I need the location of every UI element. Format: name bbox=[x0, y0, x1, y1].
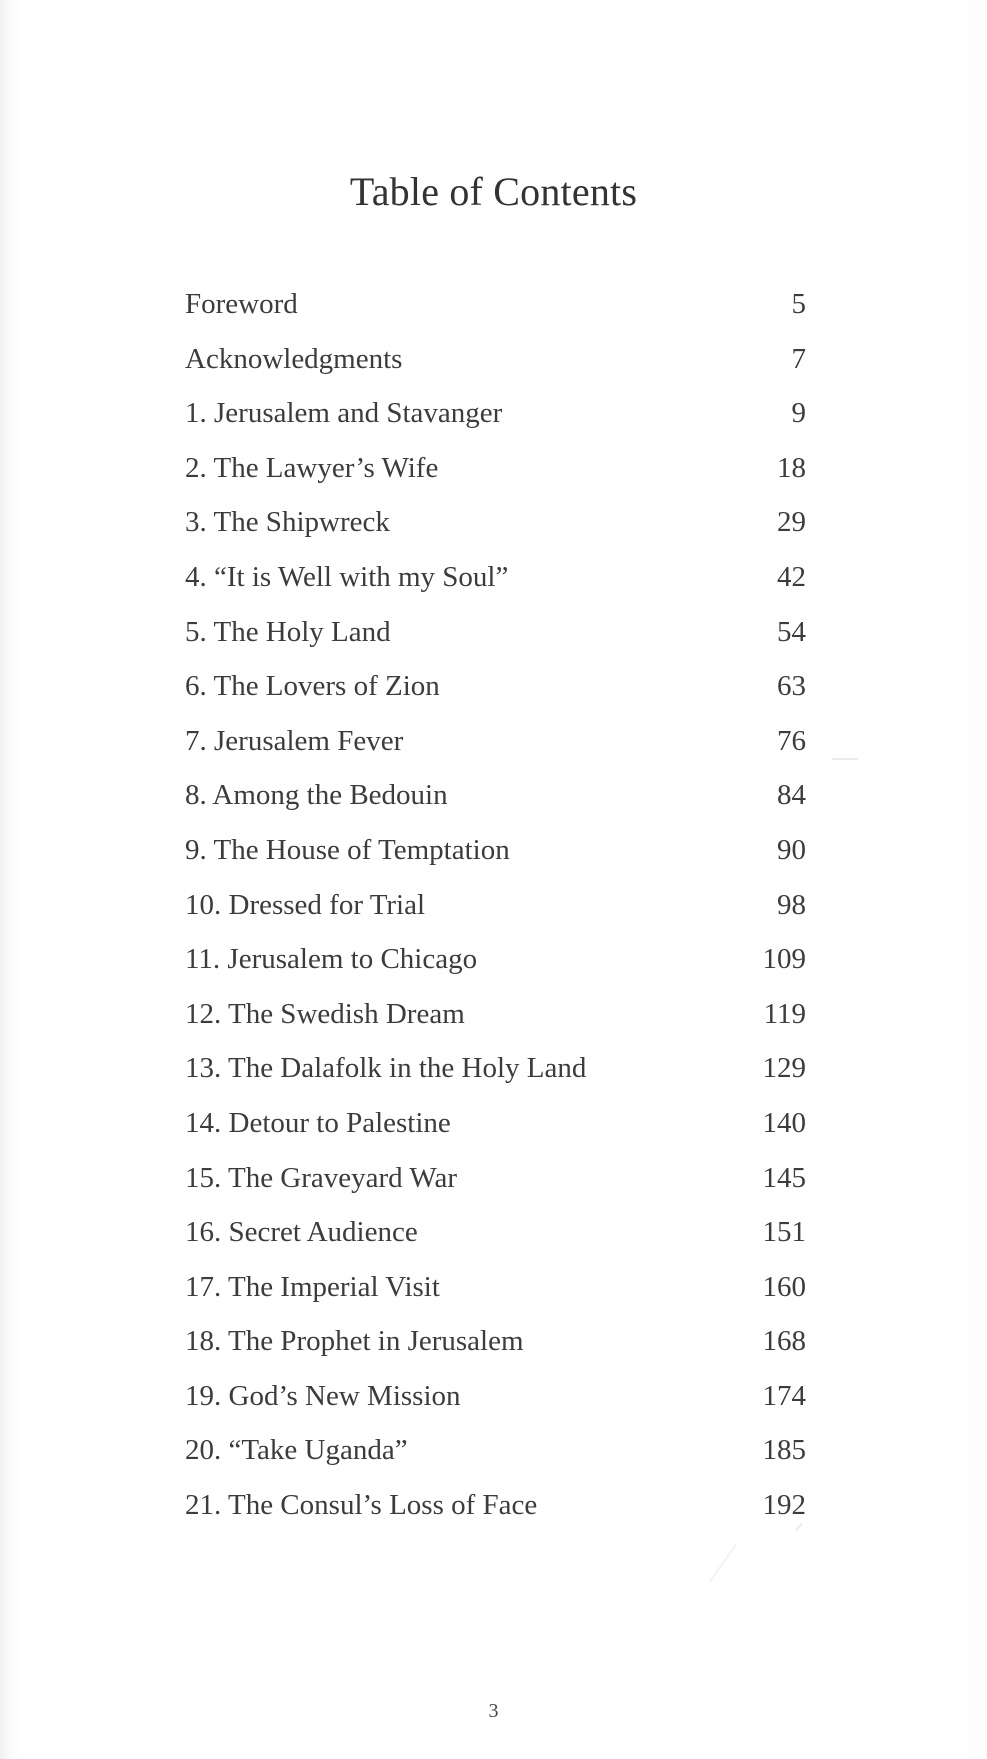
toc-entry-page: 90 bbox=[777, 833, 806, 866]
toc-entry-title: 15. The Graveyard War bbox=[185, 1161, 457, 1194]
toc-entry-title: 8. Among the Bedouin bbox=[185, 779, 448, 812]
toc-entry-title: 13. The Dalafolk in the Holy Land bbox=[185, 1052, 587, 1085]
toc-entry bbox=[185, 614, 806, 669]
toc-entry-title: 1. Jerusalem and Stavanger bbox=[185, 397, 503, 430]
toc-entry bbox=[185, 1050, 806, 1105]
toc-entry-title: 4. “It is Well with my Soul” bbox=[185, 560, 509, 593]
toc-entry-page: 84 bbox=[777, 779, 806, 812]
toc-entry-page: 42 bbox=[777, 560, 806, 593]
page-title: Table of Contents bbox=[349, 169, 638, 214]
table-of-contents bbox=[185, 286, 806, 1542]
toc-entry bbox=[185, 777, 806, 832]
toc-entry-title: 10. Dressed for Trial bbox=[185, 888, 426, 921]
toc-entry-title: 9. The House of Temptation bbox=[185, 833, 510, 866]
toc-entry-page: 5 bbox=[791, 288, 806, 320]
toc-entry-page: 54 bbox=[777, 615, 806, 648]
toc-entry-page: 174 bbox=[762, 1379, 806, 1412]
toc-entry-page: 119 bbox=[763, 997, 806, 1030]
toc-entry-title: 11. Jerusalem to Chicago bbox=[185, 943, 478, 976]
toc-entry-page: 109 bbox=[762, 943, 806, 976]
toc-entry bbox=[185, 887, 806, 942]
toc-entry-page: 160 bbox=[762, 1270, 806, 1303]
paper-mark bbox=[709, 1544, 737, 1583]
toc-entry-title: 3. The Shipwreck bbox=[185, 506, 390, 539]
toc-entry-page: 129 bbox=[762, 1052, 806, 1085]
toc-entry-title: 7. Jerusalem Fever bbox=[185, 724, 404, 757]
toc-entry bbox=[185, 450, 806, 505]
toc-entry-page: 18 bbox=[777, 451, 806, 484]
toc-entry bbox=[185, 941, 806, 996]
toc-entry-title: 17. The Imperial Visit bbox=[185, 1270, 440, 1303]
toc-entry bbox=[185, 341, 806, 396]
toc-entry-title: 2. The Lawyer’s Wife bbox=[185, 451, 439, 484]
toc-entry bbox=[185, 1269, 806, 1324]
toc-entry-page: 29 bbox=[777, 506, 806, 539]
toc-entry-title: Foreword bbox=[185, 288, 298, 320]
toc-entry-page: 145 bbox=[762, 1161, 806, 1194]
toc-entry-title: 18. The Prophet in Jerusalem bbox=[185, 1325, 524, 1358]
toc-entry bbox=[185, 1378, 806, 1433]
toc-entry bbox=[185, 395, 806, 450]
toc-entry-title: 20. “Take Uganda” bbox=[185, 1434, 408, 1467]
toc-entry-page: 9 bbox=[791, 397, 806, 430]
toc-entry bbox=[185, 996, 806, 1051]
toc-entry bbox=[185, 286, 806, 341]
toc-entry-page: 7 bbox=[791, 342, 806, 375]
toc-entry bbox=[185, 1105, 806, 1160]
toc-entry bbox=[185, 1214, 806, 1269]
toc-entry-title: Acknowledgments bbox=[185, 342, 403, 375]
toc-entry-title: 14. Detour to Palestine bbox=[185, 1106, 451, 1139]
toc-entry-title: 6. The Lovers of Zion bbox=[185, 670, 440, 703]
toc-entry-page: 63 bbox=[777, 670, 806, 703]
toc-entry-title: 5. The Holy Land bbox=[185, 615, 391, 648]
toc-entry bbox=[185, 723, 806, 778]
toc-entry-page: 192 bbox=[762, 1489, 806, 1522]
toc-entry-title: 21. The Consul’s Loss of Face bbox=[185, 1489, 538, 1522]
toc-entry bbox=[185, 668, 806, 723]
toc-entry-page: 98 bbox=[777, 888, 806, 921]
toc-entry-title: 19. God’s New Mission bbox=[185, 1379, 461, 1412]
toc-entry-page: 140 bbox=[762, 1106, 806, 1139]
toc-entry bbox=[185, 832, 806, 887]
toc-entry-page: 185 bbox=[762, 1434, 806, 1467]
toc-entry bbox=[185, 1487, 806, 1542]
toc-entry bbox=[185, 504, 806, 559]
toc-entry-page: 151 bbox=[762, 1216, 806, 1249]
toc-entry-title: 12. The Swedish Dream bbox=[185, 997, 465, 1030]
toc-entry-title: 16. Secret Audience bbox=[185, 1216, 418, 1249]
toc-entry-page: 168 bbox=[762, 1325, 806, 1358]
toc-entry bbox=[185, 1160, 806, 1215]
toc-entry bbox=[185, 559, 806, 614]
paper-mark bbox=[832, 758, 858, 760]
page-number: 3 bbox=[488, 1700, 499, 1722]
toc-entry bbox=[185, 1432, 806, 1487]
toc-entry-page: 76 bbox=[777, 724, 806, 757]
toc-entry bbox=[185, 1323, 806, 1378]
